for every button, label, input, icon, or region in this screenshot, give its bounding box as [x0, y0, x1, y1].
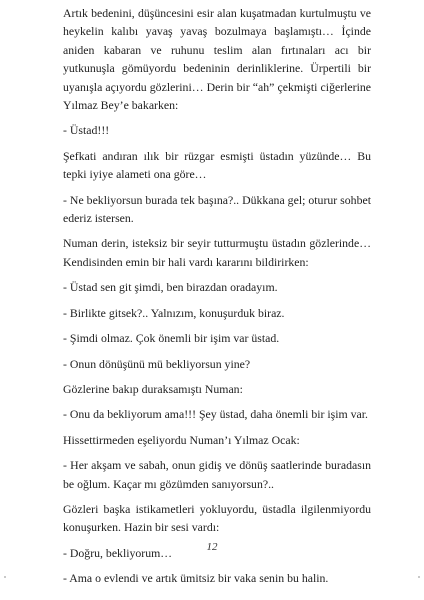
paragraph: - Ne bekliyorsun burada tek başına?.. Dükkana gel; oturur sohbet ederiz istersen. — [63, 192, 371, 226]
paragraph: Gözleri başka istikametleri yokluyordu, üstadla ilgilenmiyordu konuşurken. Hazin bir sesi vardı: — [63, 501, 371, 535]
paragraph: - Üstad sen git şimdi, ben birazdan oradayım. — [63, 280, 278, 295]
paragraph: Numan derin, isteksiz bir seyir tutturmuştu üstadın gözlerinde… Kendisinden emin bir hali vardı kararını bildirirken: — [63, 236, 371, 269]
paragraph: - Şimdi olmaz. Çok önemli bir işim var üstad. — [63, 331, 280, 346]
paragraph: Artık bedenini, düşüncesini esir alan kuşatmadan kurtulmuştu ve heykelin kalıbı yavaş yavaş bozulmaya başlamıştı… İçinde aniden kabaran ve ruhunu teslim alan fırtınaları acı bir yutkunuşla gömüyordu bedeninin derinliklerine. Ürpertili bir uyanışla açıyordu gözlerini… Derin bir “ah” çekmişti ciğerlerine Yılmaz Bey’e bakarken: — [63, 6, 371, 113]
paragraph: Gözlerine bakıp duraksamıştı Numan: — [63, 381, 243, 396]
paragraph: Şefkati andıran ılık bir rüzgar esmişti üstadın yüzünde… Bu tepki iyiye alameti ona göre… — [63, 148, 371, 182]
paragraph: - Onu da bekliyorum ama!!! Şey üstad, daha önemli bir işim var. — [63, 407, 369, 422]
paragraph: - Her akşam ve sabah, onun gidiş ve dönüş saatlerinde buradasın be oğlum. Kaçar mı gözümden sanıyorsun?.. — [63, 458, 371, 491]
crop-mark — [4, 576, 6, 578]
page-number: 12 — [206, 541, 218, 553]
paragraph: - Onun dönüşünü mü bekliyorsun yine? — [63, 356, 251, 371]
paragraph: Hissettirmeden eşeliyordu Numan’ı Yılmaz Ocak: — [63, 432, 300, 447]
paragraph: - Doğru, bekliyorum… — [63, 545, 173, 560]
paragraph: - Ama o evlendi ve artık ümitsiz bir vaka senin bu halin. — [63, 571, 329, 586]
paragraph: - Birlikte gitsek?.. Yalnızım, konuşurduk biraz. — [63, 305, 285, 320]
crop-mark — [418, 576, 420, 578]
paragraph: - Üstad!!! — [63, 123, 110, 138]
body-text — [63, 4, 371, 595]
